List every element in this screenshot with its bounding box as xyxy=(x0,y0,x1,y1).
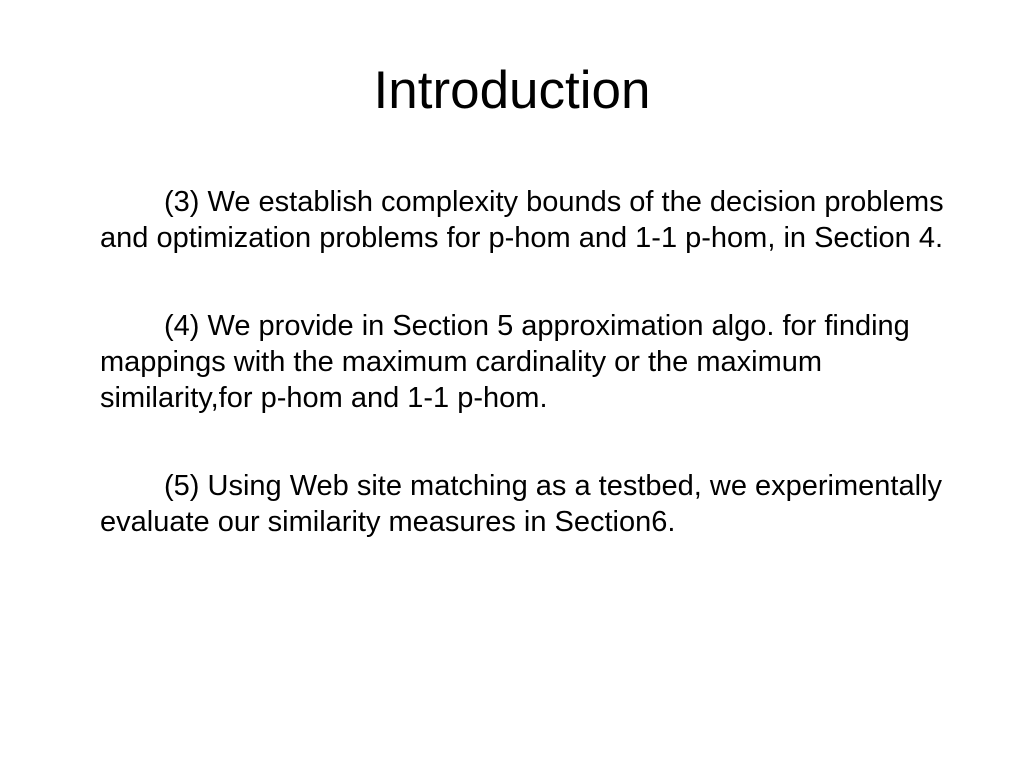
paragraph-4: (4) We provide in Section 5 approximation algo. for finding mappings with the maximum cardinality or the maximum similarity,for p-hom and 1-1 p-hom. xyxy=(100,310,910,414)
slide-title: Introduction xyxy=(373,61,651,120)
paragraph-3: (3) We establish complexity bounds of the decision problems and optimization problems for p-hom and 1-1 p-hom, in Section 4. xyxy=(100,186,944,254)
paragraph-5: (5) Using Web site matching as a testbed, we experimentally evaluate our similarity measures in Section6. xyxy=(100,470,942,538)
slide-body xyxy=(100,184,950,592)
